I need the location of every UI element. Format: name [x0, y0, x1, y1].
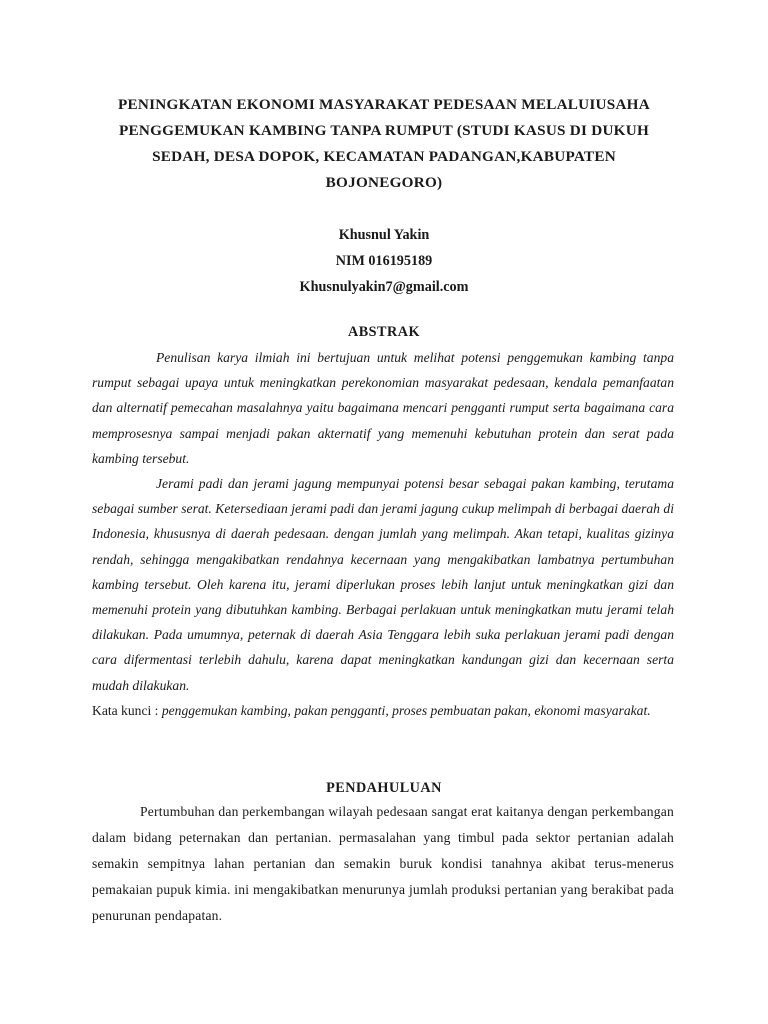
- author-name: Khusnul Yakin: [338, 227, 430, 243]
- keywords-text: penggemukan kambing, pakan pengganti, proses pembuatan pakan, ekonomi masyarakat.: [158, 702, 651, 718]
- title-line-3: SEDAH, DESA DOPOK, KECAMATAN PADANGAN,KABUPATEN: [152, 148, 616, 165]
- author-nim: NIM 016195189: [335, 253, 433, 269]
- abstract-heading: ABSTRAK: [347, 324, 421, 340]
- title-line-4: BOJONEGORO): [325, 174, 443, 191]
- keywords-label: Kata kunci :: [92, 702, 159, 718]
- author-block: [96, 222, 672, 300]
- abstract-paragraph-2: Jerami padi dan jerami jagung mempunyai potensi besar sebagai pakan kambing, terutama sebagai sumber serat. Ketersediaan jerami padi dan jerami jagung cukup melimpah di berbagai daerah di Indonesia, khususnya di daerah pedesaan. dengan jumlah yang melimpah. Akan tetapi, kualitas gizinya rendah, sehingga mengakibatkan rendahnya kecernaan yang mengakibatkan lambatnya pertumbuhan kambing tersebut. Oleh karena itu, jerami diperlukan proses lebih lanjut untuk meningkatkan gizi dan memenuhi protein yang dibutuhkan kambing. Berbagai perlakuan untuk meningkatkan mutu jerami telah dilakukan. Pada umumnya, peternak di daerah Asia Tenggara lebih suka perlakuan jerami padi dengan cara difermentasi terlebih dahulu, karena dapat meningkatkan kandungan gizi dan kecernaan serta mudah dilakukan.: [92, 476, 674, 693]
- introduction-paragraph-1: Pertumbuhan dan perkembangan wilayah pedesaan sangat erat kaitanya dengan perkembangan dalam bidang peternakan dan pertanian. permasalahan yang timbul pada sektor pertanian adalah semakin sempitnya lahan pertanian dan semakin buruk kondisi tanahnya akibat terus-menerus pemakaian pupuk kimia. ini mengakibatkan menurunya jumlah produksi pertanian yang berakibat pada penurunan pendapatan.: [92, 804, 674, 923]
- paper-title: [96, 92, 672, 196]
- abstract-body: [92, 345, 674, 723]
- introduction-body: [92, 799, 674, 929]
- introduction-heading: PENDAHULUAN: [326, 780, 442, 796]
- keywords-line: [92, 698, 674, 723]
- title-line-2: PENGGEMUKAN KAMBING TANPA RUMPUT (STUDI KASUS DI DUKUH: [118, 122, 650, 139]
- title-line-1: PENINGKATAN EKONOMI MASYARAKAT PEDESAAN MELALUIUSAHA: [118, 96, 650, 113]
- author-email: Khusnulyakin7@gmail.com: [299, 279, 469, 295]
- abstract-paragraph-1: Penulisan karya ilmiah ini bertujuan untuk melihat potensi penggemukan kambing tanpa rumput sebagai upaya untuk meningkatkan perekonomian masyarakat pedesaan, kendala pemanfaatan dan alternatif pemecahan masalahnya yaitu bagaimana mencari pengganti rumput serta bagaimana cara memprosesnya sampai menjadi pakan akternatif yang memenuhi kebutuhan protein dan serat pada kambing tersebut.: [92, 350, 674, 466]
